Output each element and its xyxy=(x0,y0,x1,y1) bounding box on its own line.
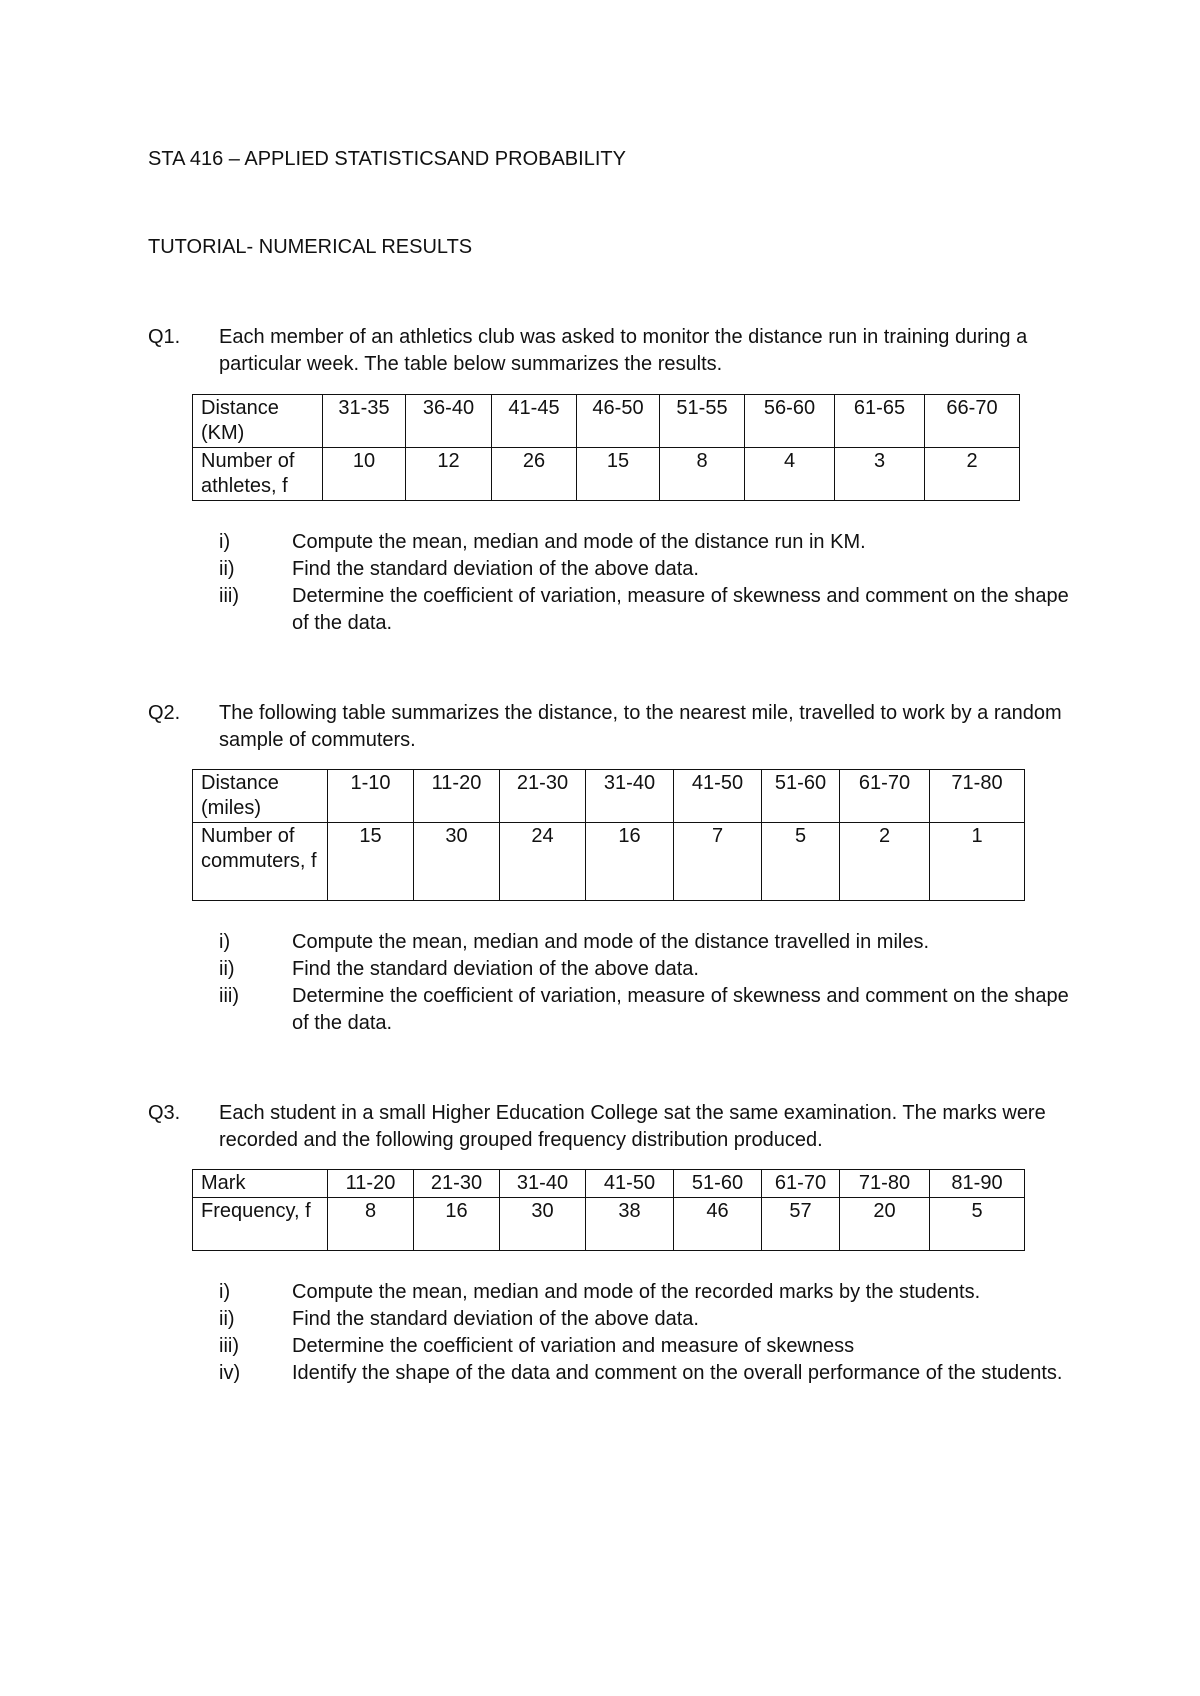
item-text: Find the standard deviation of the above data. xyxy=(292,558,699,580)
frequency-cell: 7 xyxy=(674,823,762,901)
table-row xyxy=(193,770,1025,823)
class-cell: 56-60 xyxy=(745,395,835,448)
class-cell: 41-50 xyxy=(674,770,762,823)
frequency-cell: 38 xyxy=(586,1198,674,1251)
frequency-cell: 20 xyxy=(840,1198,930,1251)
list-item xyxy=(219,1279,1079,1306)
item-number: iii) xyxy=(219,585,239,607)
item-text: Identify the shape of the data and comment on the overall performance of the students. xyxy=(292,1362,1063,1384)
class-cell: 61-65 xyxy=(835,395,925,448)
table-row xyxy=(193,1198,1025,1251)
class-cell: 1-10 xyxy=(328,770,414,823)
frequency-cell: 24 xyxy=(500,823,586,901)
row-header-mark: Mark xyxy=(193,1170,328,1198)
question-3-label: Q3. xyxy=(148,1102,181,1124)
tutorial-title: TUTORIAL- NUMERICAL RESULTS xyxy=(148,236,473,258)
item-text: Compute the mean, median and mode of the distance run in KM. xyxy=(292,531,866,553)
question-3-table xyxy=(192,1169,1025,1251)
class-cell: 61-70 xyxy=(840,770,930,823)
item-text: Compute the mean, median and mode of the recorded marks by the students. xyxy=(292,1281,981,1303)
item-text: Determine the coefficient of variation, measure of skewness and comment on the shape of the data. xyxy=(292,585,1069,634)
frequency-cell: 15 xyxy=(328,823,414,901)
class-cell: 51-60 xyxy=(762,770,840,823)
question-1-items xyxy=(219,529,1079,637)
frequency-cell: 57 xyxy=(762,1198,840,1251)
item-number: ii) xyxy=(219,558,235,580)
item-number: iv) xyxy=(219,1362,241,1384)
frequency-cell: 1 xyxy=(930,823,1025,901)
class-cell: 11-20 xyxy=(328,1170,414,1198)
question-2-label: Q2. xyxy=(148,702,181,724)
frequency-cell: 8 xyxy=(660,448,745,501)
frequency-cell: 15 xyxy=(577,448,660,501)
list-item xyxy=(219,929,1079,956)
frequency-cell: 16 xyxy=(586,823,674,901)
frequency-cell: 8 xyxy=(328,1198,414,1251)
question-2-text: The following table summarizes the distance, to the nearest mile, travelled to work by a random sample of commuters. xyxy=(219,702,1062,751)
item-number: iii) xyxy=(219,1335,239,1357)
frequency-cell: 2 xyxy=(925,448,1020,501)
table-row xyxy=(193,448,1020,501)
class-cell: 36-40 xyxy=(406,395,492,448)
item-number: i) xyxy=(219,1281,231,1303)
item-text: Determine the coefficient of variation and measure of skewness xyxy=(292,1335,855,1357)
frequency-cell: 2 xyxy=(840,823,930,901)
row-header-distance: Distance (miles) xyxy=(193,770,328,823)
item-text: Compute the mean, median and mode of the distance travelled in miles. xyxy=(292,931,930,953)
class-cell: 51-60 xyxy=(674,1170,762,1198)
list-item xyxy=(219,1306,1079,1333)
item-number: iii) xyxy=(219,985,239,1007)
item-text: Determine the coefficient of variation, measure of skewness and comment on the shape of the data. xyxy=(292,985,1069,1034)
frequency-cell: 5 xyxy=(930,1198,1025,1251)
question-2-items xyxy=(219,929,1079,1037)
list-item xyxy=(219,1333,1079,1360)
class-cell: 41-45 xyxy=(492,395,577,448)
frequency-cell: 3 xyxy=(835,448,925,501)
item-text: Find the standard deviation of the above data. xyxy=(292,958,699,980)
frequency-cell: 46 xyxy=(674,1198,762,1251)
question-2-table xyxy=(192,769,1025,901)
class-cell: 21-30 xyxy=(414,1170,500,1198)
question-1-label: Q1. xyxy=(148,326,181,348)
frequency-cell: 5 xyxy=(762,823,840,901)
list-item xyxy=(219,956,1079,983)
list-item xyxy=(219,583,1079,637)
class-cell: 31-35 xyxy=(323,395,406,448)
class-cell: 61-70 xyxy=(762,1170,840,1198)
item-text: Find the standard deviation of the above data. xyxy=(292,1308,699,1330)
class-cell: 21-30 xyxy=(500,770,586,823)
frequency-cell: 30 xyxy=(500,1198,586,1251)
class-cell: 66-70 xyxy=(925,395,1020,448)
frequency-cell: 30 xyxy=(414,823,500,901)
item-number: ii) xyxy=(219,1308,235,1330)
class-cell: 81-90 xyxy=(930,1170,1025,1198)
question-3-text: Each student in a small Higher Education College sat the same examination. The marks were recorded and the following grouped frequency distribution produced. xyxy=(219,1102,1046,1151)
question-1-text: Each member of an athletics club was asked to monitor the distance run in training during a particular week. The table below summarizes the results. xyxy=(219,326,1028,375)
frequency-cell: 10 xyxy=(323,448,406,501)
class-cell: 46-50 xyxy=(577,395,660,448)
row-header-frequency: Frequency, f xyxy=(193,1198,328,1251)
class-cell: 71-80 xyxy=(840,1170,930,1198)
list-item xyxy=(219,529,1079,556)
frequency-cell: 16 xyxy=(414,1198,500,1251)
row-header-frequency: Number of commuters, f xyxy=(193,823,328,901)
item-number: i) xyxy=(219,531,231,553)
row-header-distance: Distance (KM) xyxy=(193,395,323,448)
row-header-frequency: Number of athletes, f xyxy=(193,448,323,501)
class-cell: 31-40 xyxy=(500,1170,586,1198)
table-row xyxy=(193,823,1025,901)
item-number: i) xyxy=(219,931,231,953)
item-number: ii) xyxy=(219,958,235,980)
class-cell: 31-40 xyxy=(586,770,674,823)
frequency-cell: 4 xyxy=(745,448,835,501)
list-item xyxy=(219,983,1079,1037)
table-row xyxy=(193,1170,1025,1198)
class-cell: 41-50 xyxy=(586,1170,674,1198)
class-cell: 71-80 xyxy=(930,770,1025,823)
list-item xyxy=(219,556,1079,583)
question-1-table xyxy=(192,394,1020,501)
frequency-cell: 12 xyxy=(406,448,492,501)
table-row xyxy=(193,395,1020,448)
course-title: STA 416 – APPLIED STATISTICSAND PROBABILITY xyxy=(148,148,626,170)
frequency-cell: 26 xyxy=(492,448,577,501)
class-cell: 51-55 xyxy=(660,395,745,448)
class-cell: 11-20 xyxy=(414,770,500,823)
list-item xyxy=(219,1360,1079,1387)
question-3-items xyxy=(219,1279,1079,1387)
